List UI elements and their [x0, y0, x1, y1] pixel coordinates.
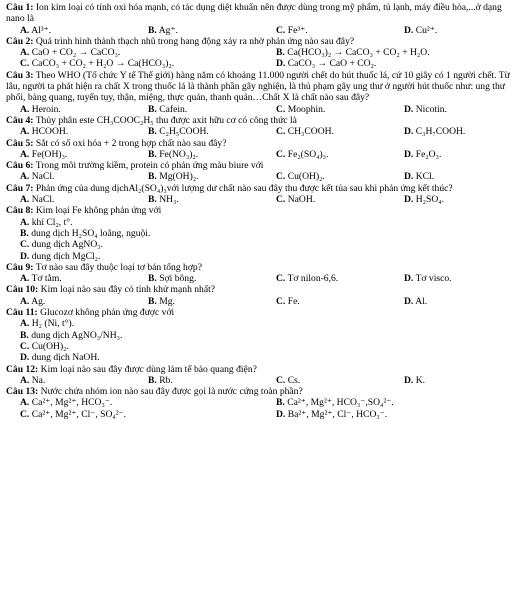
option-label: C. [276, 374, 286, 386]
option-text: Fe. [287, 295, 300, 307]
question-stem [6, 386, 518, 397]
option-label: D. [404, 171, 414, 183]
option-b [134, 296, 262, 307]
question-text: Kim loại Fe không phản ứng với [35, 205, 162, 217]
option-text: NaOH. [287, 194, 316, 206]
option-d [390, 104, 518, 115]
option-a [6, 273, 134, 284]
options-row [6, 375, 518, 386]
option-text: khí Cl₂, t°. [31, 216, 73, 228]
option-label: C. [276, 24, 286, 36]
options-row [6, 126, 518, 137]
question-number: Câu 10: [6, 284, 39, 296]
option-label: D. [404, 194, 414, 206]
options-row [6, 104, 518, 115]
option-label: D. [404, 295, 414, 307]
option-c [6, 341, 518, 352]
option-label: A. [20, 216, 30, 228]
question-text: Glucozơ không phản ứng được với [40, 307, 175, 319]
option-b [134, 126, 262, 137]
question-number: Câu 9: [6, 261, 34, 273]
option-text: Ca²⁺, Mg²⁺, HCO₃⁻,SO₄²⁻. [287, 397, 394, 409]
option-label: A. [20, 24, 30, 36]
question-stem [6, 307, 518, 318]
option-label: B. [276, 47, 285, 59]
option-c [6, 58, 262, 69]
options-row [6, 296, 518, 307]
option-d [390, 273, 518, 284]
question-stem [6, 205, 518, 216]
option-text: H₂SO₄. [415, 194, 445, 206]
question-text: Ion kim loại có tính oxi hóa mạnh, có tác dụng diệt khuẩn nên được dùng trong mỹ phẩm, tủ lạnh, máy điều hòa,...ở dạng nano là [6, 2, 502, 25]
option-label: D. [276, 408, 286, 420]
question-1 [6, 2, 518, 36]
option-b [134, 25, 262, 36]
option-label: C. [276, 194, 286, 206]
option-label: A. [20, 47, 30, 59]
question-stem [6, 262, 518, 273]
option-text: Cafein. [159, 103, 188, 115]
option-text: Mg. [159, 295, 175, 307]
option-d [262, 409, 518, 420]
option-label: A. [20, 194, 30, 206]
question-text: Trong môi trường kiềm, protein có phản ứng màu biure với [35, 160, 264, 172]
question-4 [6, 115, 518, 138]
option-text: Fe³⁺. [287, 24, 308, 36]
option-text: Fe(NO₃)₂. [159, 148, 199, 160]
options-row [6, 397, 518, 408]
options-row [6, 273, 518, 284]
question-text: Kim loại nào sau đây có tính khử mạnh nhất? [40, 284, 216, 296]
option-b [134, 273, 262, 284]
question-text: Sắt có số oxi hóa + 2 trong hợp chất nào sau đây? [35, 137, 227, 149]
option-a [6, 104, 134, 115]
options-row [6, 25, 518, 36]
question-7 [6, 183, 518, 206]
option-d [390, 126, 518, 137]
option-label: C. [276, 273, 286, 285]
option-label: D. [20, 250, 30, 262]
question-stem [6, 115, 518, 126]
option-text: KCl. [415, 171, 435, 183]
options-row [6, 171, 518, 182]
option-text: Tơ tằm. [31, 273, 62, 285]
option-label: C. [20, 340, 30, 352]
option-text: Ag. [31, 295, 46, 307]
option-text: Cu(OH)₂. [31, 340, 69, 352]
option-text: K. [415, 374, 426, 386]
question-12 [6, 364, 518, 387]
options-row [6, 47, 518, 58]
option-text: Ag⁺. [158, 24, 178, 36]
option-text: dung dịch NaOH. [31, 352, 100, 364]
option-label: C. [276, 148, 286, 160]
question-number: Câu 11: [6, 307, 38, 319]
option-text: dung dịch AgNO₃. [31, 239, 104, 251]
option-d [6, 352, 518, 363]
question-11 [6, 307, 518, 363]
option-b [134, 171, 262, 182]
option-label: B. [276, 397, 285, 409]
option-c [262, 273, 390, 284]
option-c [262, 194, 390, 205]
option-label: A. [20, 126, 30, 138]
option-a [6, 296, 134, 307]
question-13 [6, 386, 518, 420]
options-row [6, 194, 518, 205]
option-d [390, 296, 518, 307]
option-label: A. [20, 273, 30, 285]
option-label: C. [20, 239, 30, 251]
options-row [6, 58, 518, 69]
question-text: Theo WHO (Tổ chức Y tế Thế giới) hàng năm có khoảng 11.000 người chết do hút thuốc lá, cứ 10 giây có 1 người chết. Từ lâu, người ta phát hiện ra chất X trong thuốc lá là thành phần gây nghiện, là thủ phạm gây ung thư ở người hút thuốc như: ung thư phổi, bàng quang, tuyến tụy, thận, miệng, thực quản, thanh quản…Chất X là chất nào sau đây? [6, 69, 510, 104]
option-b [134, 375, 262, 386]
option-a [6, 25, 134, 36]
option-b [134, 149, 262, 160]
question-stem [6, 183, 518, 194]
option-c [262, 104, 390, 115]
option-text: Cs. [287, 374, 301, 386]
question-stem [6, 160, 518, 171]
option-text: Fe(OH)₃. [31, 148, 68, 160]
option-text: Rb. [159, 374, 173, 386]
option-d [6, 251, 518, 262]
option-c [262, 126, 390, 137]
option-c [262, 171, 390, 182]
option-text: CaO + CO₂ → CaCO₃. [31, 47, 121, 59]
option-label: A. [20, 397, 30, 409]
question-3 [6, 70, 518, 115]
question-9 [6, 262, 518, 285]
question-5 [6, 138, 518, 161]
question-number: Câu 6: [6, 160, 34, 172]
question-2 [6, 36, 518, 70]
option-a [6, 397, 262, 408]
option-a [6, 47, 262, 58]
question-stem [6, 138, 518, 149]
option-text: Tơ visco. [415, 273, 452, 285]
option-text: C₂H₅COOH. [159, 126, 209, 138]
option-text: dung dịch H₂SO₄ loãng, nguội. [31, 227, 151, 239]
question-text: Quá trình hình thành thạch nhũ trong hang động xảy ra nhờ phản ứng nào sau đây? [35, 35, 355, 47]
option-label: C. [20, 408, 30, 420]
option-b [6, 228, 518, 239]
question-number: Câu 2: [6, 35, 34, 47]
question-stem [6, 284, 518, 295]
option-d [262, 58, 518, 69]
option-text: Moophin. [287, 103, 326, 115]
option-label: A. [20, 148, 30, 160]
option-label: A. [20, 295, 30, 307]
question-text: Kim loại nào sau đây được dùng làm tế bào quang điện? [40, 363, 257, 375]
option-label: C. [276, 295, 286, 307]
option-text: Cu(OH)₂. [287, 171, 325, 183]
option-label: A. [20, 103, 30, 115]
option-label: C. [276, 103, 286, 115]
question-text: Thủy phân este CH₃COOC₂H₅ thu được axit hữu cơ có công thức là [35, 114, 297, 126]
option-label: B. [148, 194, 157, 206]
option-label: C. [20, 58, 30, 70]
option-label: C. [276, 126, 286, 138]
question-stem [6, 70, 518, 104]
question-number: Câu 12: [6, 363, 39, 375]
question-number: Câu 13: [6, 386, 39, 398]
option-text: dung dịch AgNO₃/NH₃. [31, 329, 123, 341]
option-text: Na. [31, 374, 46, 386]
option-label: D. [404, 126, 414, 138]
option-text: CH₃COOH. [287, 126, 334, 138]
question-stem [6, 2, 518, 25]
option-text: Heroin. [31, 103, 61, 115]
option-text: CaCO₃ → CaO + CO₂. [287, 58, 377, 70]
option-text: Ba²⁺, Mg²⁺, Cl⁻, HCO₃⁻. [287, 408, 388, 420]
option-text: NaCl. [31, 171, 55, 183]
option-label: D. [404, 148, 414, 160]
options-row [6, 409, 518, 420]
option-label: B. [148, 148, 157, 160]
option-d [390, 171, 518, 182]
options-list [6, 318, 518, 363]
option-c [262, 25, 390, 36]
option-d [390, 149, 518, 160]
option-label: A. [20, 171, 30, 183]
option-text: Ca(HCO₃)₂ → CaCO₃ + CO₂ + H₂O. [287, 47, 430, 59]
option-label: D. [404, 273, 414, 285]
question-6 [6, 160, 518, 183]
option-label: D. [20, 352, 30, 364]
question-stem [6, 36, 518, 47]
option-label: B. [148, 24, 157, 36]
option-b [6, 330, 518, 341]
options-row [6, 149, 518, 160]
option-label: B. [148, 295, 157, 307]
option-label: B. [148, 273, 157, 285]
option-text: Tơ nilon-6,6. [287, 273, 339, 285]
option-label: B. [20, 227, 29, 239]
option-text: Ca²⁺, Mg²⁺, HCO₃⁻. [31, 397, 113, 409]
option-text: C₃H₇COOH. [415, 126, 466, 138]
option-c [262, 296, 390, 307]
option-label: D. [404, 374, 414, 386]
option-label: B. [148, 374, 157, 386]
option-label: C. [276, 171, 286, 183]
question-text: Tơ nào sau đây thuộc loại tơ bán tổng hợp? [35, 261, 202, 273]
option-text: NH₃. [159, 194, 179, 206]
option-text: Sợi bông. [159, 273, 197, 285]
option-text: H₂ (Ni, t°). [31, 318, 75, 330]
option-a [6, 318, 518, 329]
options-list [6, 217, 518, 262]
question-number: Câu 3: [6, 69, 34, 81]
option-text: NaCl. [31, 194, 55, 206]
option-label: B. [20, 329, 29, 341]
option-a [6, 171, 134, 182]
question-8 [6, 205, 518, 261]
option-text: Fe₂O₃. [415, 148, 442, 160]
question-number: Câu 4: [6, 114, 34, 126]
question-number: Câu 8: [6, 205, 34, 217]
question-stem [6, 364, 518, 375]
option-label: B. [148, 126, 157, 138]
option-c [262, 149, 390, 160]
option-a [6, 126, 134, 137]
option-text: Al. [415, 295, 428, 307]
question-number: Câu 7: [6, 182, 34, 194]
option-a [6, 194, 134, 205]
option-label: A. [20, 374, 30, 386]
option-a [6, 217, 518, 228]
option-label: D. [276, 58, 286, 70]
option-text: HCOOH. [31, 126, 69, 138]
option-label: B. [148, 171, 157, 183]
option-label: A. [20, 318, 30, 330]
option-c [6, 409, 262, 420]
option-c [262, 375, 390, 386]
option-b [262, 397, 518, 408]
option-d [390, 375, 518, 386]
option-text: Ca²⁺, Mg²⁺, Cl⁻, SO₄²⁻. [31, 408, 127, 420]
option-label: D. [404, 103, 414, 115]
option-b [134, 194, 262, 205]
option-text: Mg(OH)₂. [159, 171, 199, 183]
option-c [6, 239, 518, 250]
option-label: D. [404, 24, 414, 36]
question-number: Câu 1: [6, 2, 34, 13]
option-d [390, 25, 518, 36]
option-text: CaCO₃ + CO₂ + H₂O → Ca(HCO₃)₂. [31, 58, 175, 70]
question-number: Câu 5: [6, 137, 34, 149]
question-text: Nước chứa nhóm ion nào sau đây được gọi là nước cứng toàn phần? [40, 386, 303, 398]
option-text: dung dịch MgCl₂. [31, 250, 101, 262]
option-label: B. [148, 103, 157, 115]
option-b [134, 104, 262, 115]
option-text: Fe₂(SO₄)₃. [287, 148, 329, 160]
option-text: Cu²⁺. [415, 24, 438, 36]
option-a [6, 149, 134, 160]
option-text: Nicotin. [415, 103, 447, 115]
option-d [390, 194, 518, 205]
option-a [6, 375, 134, 386]
option-text: Al³⁺. [31, 24, 52, 36]
question-10 [6, 284, 518, 307]
option-b [262, 47, 518, 58]
question-text: Phản ứng của dung dịchAl₂(SO₄)₃với lượng dư chất nào sau đây thu được kết tủa sau khi phản ứng kết thúc? [35, 182, 453, 194]
